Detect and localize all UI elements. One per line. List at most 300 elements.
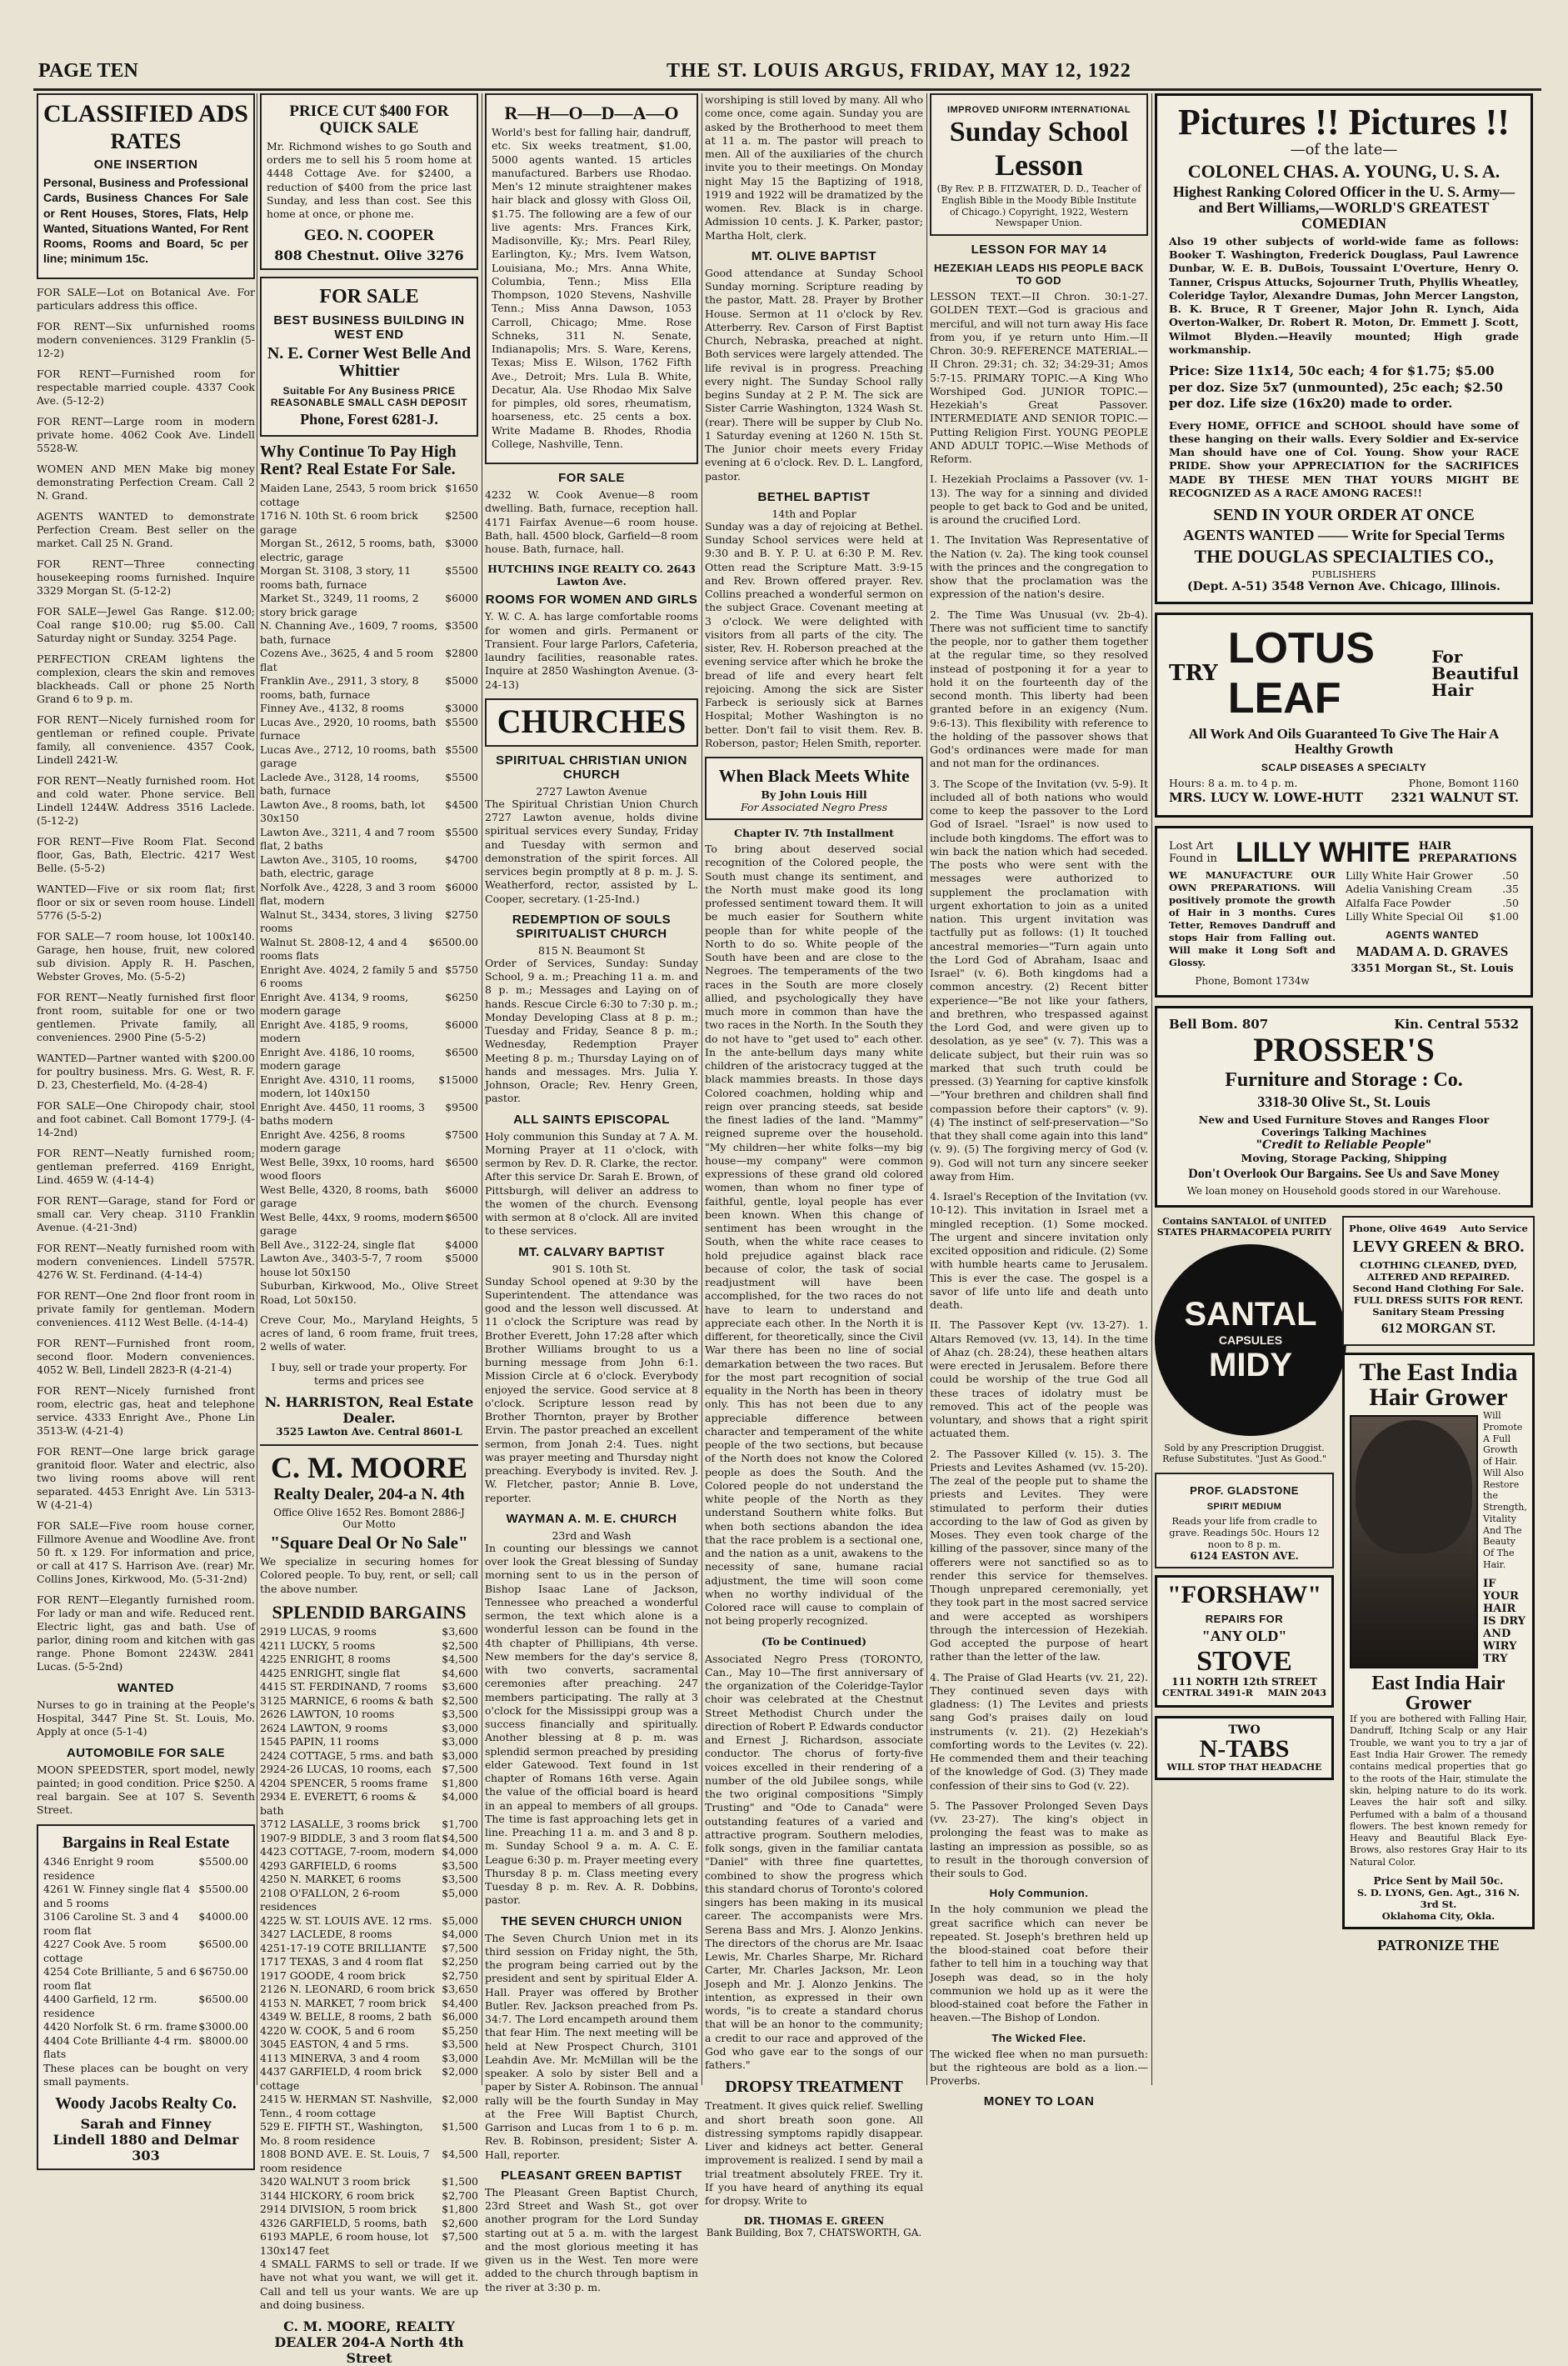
splendid-row xyxy=(260,1777,478,1791)
classified-ad: FOR SALE—7 room house, lot 100x140. Garage, hen house, fruit, new colored sub division. Apply R. H. Paschen, Webster Groves, Mo. (5-5-2) xyxy=(37,930,255,983)
east-india-body xyxy=(1350,1410,1527,1665)
splendid-row xyxy=(260,1942,478,1956)
pictures-late: —of the late— xyxy=(1290,141,1398,158)
lilly-price-row-price: $1.00 xyxy=(1489,910,1519,923)
serial-author: By John Louis Hill xyxy=(761,788,867,802)
column-rule xyxy=(926,93,927,2085)
listing-row-price: $5500 xyxy=(445,770,478,783)
splendid-row xyxy=(260,1859,478,1873)
pictures-heading: Pictures !! Pictures !! xyxy=(1178,102,1510,143)
splendid-row xyxy=(260,1625,478,1639)
splendid-row-label: 1907-9 BIDDLE, 3 and 3 room flat xyxy=(260,1831,441,1844)
divider xyxy=(260,1444,478,1446)
bargain-row-label: 4227 Cook Ave. 5 room cottage xyxy=(43,1938,167,1964)
listing-row-label: Bell Ave., 3122-24, single flat xyxy=(260,1238,415,1251)
splendid-row-price: $3,000 xyxy=(442,1721,478,1734)
listing-row-price: $4500 xyxy=(445,798,478,811)
listing-row-price: $2500 xyxy=(445,509,478,523)
classified-ad: FOR SALE—Lot on Botanical Ave. For particulars address this office. xyxy=(37,286,255,313)
bargain-row xyxy=(43,1965,248,1993)
prossers-loan: We loan money on Household goods stored in our Warehouse. xyxy=(1186,1185,1501,1198)
classified-ad: FOR RENT—Five Room Flat. Second floor, Gas, Bath, Electric. 4217 West Belle. (5-5-2) xyxy=(37,835,255,875)
splendid-row-price: $2,500 xyxy=(442,1693,478,1707)
seven-church-text: The Seven Church Union met in its third session on Friday night, the 5th, the program being carried out by the president and sent by spiritual Elder A. Hall. Prayer was offered by Brother Butler. Rev. Jackson preached from Ps. 34:7. The Lord encampeth around them that fear Him. The next meeting will be held at New Prospect Church, 3101 Leahdin Ave. Mr. McMillan will be the speaker. A solo by sister Bell and a paper by Sister A. Robinson. The annual rally will be the fourth Sunday in May at the Free Will Baptist Church, Garrison and Lucas from 1 to 6 p. m. Rev. B. Robinson, president; Sister A. Hall, reporter. xyxy=(485,1931,698,2161)
splendid-row xyxy=(260,1818,478,1832)
bargain-row xyxy=(43,2034,248,2062)
listing-row xyxy=(260,1238,478,1253)
lilly-name: LILLY WHITE xyxy=(1236,836,1411,868)
listing-row-price: $5000 xyxy=(445,1252,478,1265)
listing-row xyxy=(260,674,478,702)
lotus-hours-row xyxy=(1169,777,1519,791)
listing-row-label: Walnut St., 3434, stores, 3 living rooms xyxy=(260,908,433,935)
listing-row-label: Enright Ave. 4185, 9 rooms, modern xyxy=(260,1018,409,1045)
col3-for-sale-text: 4232 W. Cook Avenue—8 room dwelling. Bath, furnace, reception hall. 4171 Fairfax Avenue—6 room house. Bath, hall. 4500 block, Garfield—8 room house. Bath, furnace, hall. xyxy=(485,488,698,556)
listing-row xyxy=(260,564,478,592)
santal-capsules: CAPSULES xyxy=(1218,1333,1283,1348)
listing-row xyxy=(260,702,478,716)
splendid-row-price: $2,500 xyxy=(442,1638,478,1652)
splendid-row xyxy=(260,2189,478,2203)
lotus-owner: MRS. LUCY W. LOWE-HUTT xyxy=(1169,790,1363,806)
classified-ad: FOR RENT—Large room in modern private home. 4062 Cook Ave. Lindell 5528-W. xyxy=(37,415,255,455)
column-rule xyxy=(1151,93,1152,2085)
lilly-price-row xyxy=(1346,897,1519,911)
harriston-address: 3525 Lawton Ave. Central 8601-L xyxy=(276,1426,462,1438)
forshaw-ad xyxy=(1155,1575,1334,1707)
lilly-price-row xyxy=(1346,869,1519,883)
splendid-row xyxy=(260,1639,478,1653)
page-number: PAGE TEN xyxy=(38,60,138,82)
lesson-byline: (By Rev. P. B. FITZWATER, D. D., Teacher of English Bible in the Moody Bible Institute of Chicago.) Copyright, 1922, Western Newspaper Union. xyxy=(936,183,1141,229)
pictures-ad xyxy=(1155,93,1533,604)
splendid-row-label: 4349 W. BELLE, 8 rooms, 2 bath xyxy=(260,2010,432,2023)
splendid-row-price: $7,500 xyxy=(442,1763,478,1776)
bargain-row-label: 4400 Garfield, 12 rm. residence xyxy=(43,1993,157,2019)
bargain-row xyxy=(43,1993,248,2020)
listing-row-price: $3500 xyxy=(445,619,478,633)
sunday-school-header xyxy=(930,93,1148,236)
listing-row-label: Morgan St., 2612, 5 rooms, bath, electric, garage xyxy=(260,537,436,563)
east-india-name: East India Hair Grower xyxy=(1371,1673,1506,1715)
splendid-row xyxy=(260,1735,478,1749)
classified-ad: FOR RENT—Garage, stand for Ford or small car. Very cheap. 3110 Franklin Avenue. (4-21-3nd) xyxy=(37,1194,255,1234)
splendid-row-price: $3,600 xyxy=(442,1625,478,1638)
bargains-list xyxy=(43,1855,248,2062)
bargains-box xyxy=(37,1824,255,2170)
bargain-row xyxy=(43,1855,248,1883)
listing-row xyxy=(260,743,478,771)
listing-row-price: $4700 xyxy=(445,853,478,866)
listing-row-price: $9500 xyxy=(445,1100,478,1113)
splendid-row-price: $5,000 xyxy=(442,1886,478,1899)
bargain-row-price: $5500.00 xyxy=(198,1855,248,1868)
splendid-row xyxy=(260,1667,478,1681)
splendid-row xyxy=(260,2217,478,2231)
splendid-row xyxy=(260,2052,478,2066)
splendid-row xyxy=(260,1845,478,1859)
lesson-topic: HEZEKIAH LEADS HIS PEOPLE BACK TO GOD xyxy=(934,262,1144,287)
all-saints-heading: ALL SAINTS EPISCOPAL xyxy=(513,1112,670,1127)
classified-ad: FOR RENT—Three connecting housekeeping rooms furnished. Inquire 3329 Morgan St. (5-12-2) xyxy=(37,558,255,598)
splendid-row-label: 3144 HICKORY, 6 room brick xyxy=(260,2188,415,2202)
rhodao-ad xyxy=(485,93,698,464)
sunday-school-title: Sunday School xyxy=(949,117,1129,148)
pictures-subtitle: Highest Ranking Colored Officer in the U. S. Army—and Bert Williams,—WORLD'S GREATEST COMEDIAN xyxy=(1172,183,1516,232)
lotus-heading-row xyxy=(1169,623,1519,723)
listing-row-price: $5000 xyxy=(445,674,478,688)
terms-text: I buy, sell or trade your property. For terms and prices see xyxy=(271,1360,467,1387)
splendid-row-price: $3,500 xyxy=(442,2038,478,2051)
listing-row-label: Cozens Ave., 3625, 4 and 5 room flat xyxy=(260,647,434,673)
lesson-paragraph: 1. The Invitation Was Representative of the Nation (v. 2a). The king took counsel with the princes and the congregation to show that the proclamation was the expression of the nation's desire. xyxy=(930,533,1148,601)
prossers-credit: "Credit to Reliable People" xyxy=(1256,1138,1432,1153)
lesson-body xyxy=(930,473,1148,1880)
wayman-text: In counting our blessings we cannot over look the Great blessing of Sunday morning sent to us in the person of Bishop Isaac Lane of Jackson, Tennessee who preached a wonderful sermon, the text which alone is a wonderful lesson can be found in the 4th chapter of Phillipians, 4th verse. New members for the day's service 8, with two converts, sacramental ceremonies after preaching. 247 members participating. The rally at 3 o'clock for the Mississippi group was a success financially and spiritually. Another blessing at 8 p. m. was splendid sermon preached by presiding elder Gatewood. Text found in 1st chapter of Romans 16th verse. Again the value of the official board is heard in an appeal to members of all groups. The time is fast approaching lets get in line. Preaching 11 a. m. and 3 and 8 p. m. Sunday School 9 a. m. A. C. E. League 6:30 p. m. Prayer meeting every Thursday 8 p. m. Class meeting every Tuesday 8 p. m. Rev. A. R. Dobbins, pastor. xyxy=(485,1541,698,1907)
classified-ad: FOR RENT—Neatly furnished room; gentleman preferred. 4169 Enright, Lind. 4659 W. (4-14-4) xyxy=(37,1147,255,1187)
listing-row-label: West Belle, 39xx, 10 rooms, hard wood floors xyxy=(260,1155,435,1183)
rates-subheading: ONE INSERTION xyxy=(93,158,198,173)
prossers-kinloch: Kin. Central 5532 xyxy=(1394,1017,1519,1033)
holy-communion-heading: Holy Communion. xyxy=(989,1887,1089,1900)
bargain-row xyxy=(43,1883,248,1910)
prossers-address: 3318-30 Olive St., St. Louis xyxy=(1257,1093,1431,1111)
bargain-row-price: $6500.00 xyxy=(198,1993,248,2006)
prossers-ad xyxy=(1155,1006,1533,1208)
listing-row xyxy=(260,1156,478,1183)
east-india-agent: S. D. LYONS, Gen. Agt., 316 N. 3rd St. xyxy=(1356,1887,1520,1911)
listing-row-label: Morgan St. 3108, 3 story, 11 rooms bath, furnace xyxy=(260,564,412,591)
toronto-choir-text: Associated Negro Press (TORONTO, Can., May 10—The first anniversary of the organization of the Coleridge-Taylor choir was celebrated at the Chestnut Street Methodist Church under the direction of Robert P. Edwards conductor and Ernest J. Richardson, associate conductor. The chorus of forty-five voices excelled in their rendering of a number of the old Jubilee songs, while the two original compositions "Simply Trusting" and "Ode to Canada" were outstanding features of a varied and attractive program. Southern melodies, folk songs, given in the familiar cantata "Daniel" with three fine quartettes, combined to show the progress which this standard chorus of Toronto's colored singers has been making in its musical career. The accompanists were Mrs. Serena Bass and Mrs. J. Alonzo Jenkins. The directors of the chorus are Mr. Isaac Lewis, Mr. Charles Sharpe, Mr. Richard Carter, Mr. Charles Jackson, Mr. Leon Joseph and Mr. J. Alonzo Jenkins. The intention, as expressed in their own words, "is to create a standard chorus that will be an honor to the community; a credit to our race and approved of the God who gave ear to the songs of our fathers." xyxy=(705,1652,923,2072)
splendid-row-price: $4,000 xyxy=(442,1928,478,1941)
lilly-price-row-label: Lilly White Hair Grower xyxy=(1346,868,1473,882)
wayman-address: 23rd and Wash xyxy=(552,1528,632,1542)
splendid-bargains-list xyxy=(260,1625,478,2258)
automobile-ad: MOON SPEEDSTER, sport model, newly painted; in good condition. Price $250. A real bargain. See at 107 S. Seventh Street. xyxy=(37,1763,255,1817)
lesson-paragraph: 3. The Scope of the Invitation (vv. 5-9). It included all of both nations who would come to keep the passover to the Lord God of Israel. "Israel" is now used to include both kingdoms. The effort was to win back the nation which had seceded. The posts who were sent with the messages were authorized to supplement the proclamation with urgent exhortation to join as a united nation. This urgent invitation was tactfully put as follows: (1) It touched ancestral memories—"Turn again unto the Lord God of Abraham, Isaac and Israel" (v. 6). Both kingdoms had a common ancestry. (2) Recent bitter experience—"Be not like your fathers, and brethren, who trespassed against the Lord God, and were given up to desolation, as ye see" (v. 7). This was a delicate subject, but their ruin was so marked that such truth could be pressed. (3) Yearning for captive kinsfolk—"Your brethren and children shall find compassion before their captors" (v. 9). (4) The instinct of self-preservation—"So that they shall come again into this land" (v. 9). (5) The forgiving mercy of God (v. 9). God will not turn any sincere seeker away from Him. xyxy=(930,777,1148,1183)
classified-ad: FOR RENT—Neatly furnished room with modern conveniences. Lindell 5757R. 4276 W. St. Ferdinand. (4-14-4) xyxy=(37,1242,255,1282)
listing-row-label: Enright Ave. 4024, 2 family 5 and 6 rooms xyxy=(260,963,438,990)
east-india-city: Oklahoma City, Okla. xyxy=(1381,1910,1496,1923)
levy-text: CLOTHING CLEANED, DYED, ALTERED AND REPAIRED. Second Hand Clothing For Sale. FULL DRESS SUITS FOR RENT. Sanitary Steam Pressing xyxy=(1352,1259,1525,1318)
column-classified xyxy=(37,93,255,2164)
listing-row xyxy=(260,509,478,537)
lesson-paragraph: 2. The Passover Killed (v. 15). 3. The Priests and Levites Ashamed (vv. 15-20). The zeal of the people put to shame the priests and Levites. They were stimulated to perform their duties according to the law of God as given by Moses. They even took charge of the killing of the passover, since many of the offerers were not sanctified so as to render this service for themselves. Though unprepared ceremonially, yet they took part in the most sacred service and were accepted as worshipers through the intercession of Hezekiah. God accepted the purpose of heart rather than the letter of the law. xyxy=(930,1447,1148,1663)
splendid-row-price: $4,500 xyxy=(442,1653,478,1666)
splendid-row-price: $1,500 xyxy=(442,2120,478,2133)
splendid-row xyxy=(260,1997,478,2011)
splendid-row-label: 4250 N. MARKET, 6 rooms xyxy=(260,1873,402,1886)
splendid-row-price: $3,600 xyxy=(442,1680,478,1693)
classified-header-box xyxy=(37,93,255,279)
lotus-try: TRY xyxy=(1169,661,1218,686)
lesson-paragraph: 5. The Passover Prolonged Seven Days (vv. 23-27). The king's object in prolonging the feast was to make as lasting an impression as possible, so as to result in the thorough conversion of their souls to God. xyxy=(930,1798,1148,1879)
east-india-text: If you are bothered with Falling Hair, Dandruff, Itching Scalp or any Hair Trouble, we want you to try a jar of East India Hair Grower. The remedy contains medical properties that go to the roots of the Hair, stimulate the skin, helping nature to do its work. Leaves the hair soft and silky. Perfumed with a balm of a thousand flowers. The best known remedy for Heavy and Beautiful Black Eye-Brows, also restores Gray Hair to its Natural Color. xyxy=(1350,1713,1527,1868)
splendid-row-label: 2415 W. HERMAN ST. Nashville, Tenn., 4 room cottage xyxy=(260,2093,432,2119)
listing-row-price: $6500.00 xyxy=(428,935,478,948)
listing-row-price: $2800 xyxy=(445,647,478,660)
splendid-row-price: $5,000 xyxy=(442,1913,478,1927)
creve-coeur-listing: Creve Cour, Mo., Maryland Heights, 5 acres of land, 6 room frame, fruit trees, 2 wells of water. xyxy=(260,1313,478,1353)
price-cut-heading: PRICE CUT $400 FOR QUICK SALE xyxy=(289,103,449,137)
splendid-row-label: 3045 EASTON, 4 and 5 rms. xyxy=(260,2038,409,2051)
levy-phone: Phone, Olive 4649 xyxy=(1349,1223,1447,1235)
classified-ad: AGENTS WANTED to demonstrate Perfection Cream. Best seller on the market. Call 25 N. Grand. xyxy=(37,510,255,550)
bethel-text: Sunday was a day of rejoicing at Bethel. Sunday School services were held at 9:30 and B. Y. P. U. at 6:30 P. M. Rev. Otten read the Scripture Matt. 3:9-15 and Rev. Brown offered prayer. Rev. Collins preached a wonderful sermon on the subject Grace. Covenant meeting at 3 o'clock. We were delighted with visitors from all parts of the city. The sister, Rev. H. Roberson preached at the evening service after which he broke the bread of life and every heart felt rejoicing. Among the sick are Sister Farbeck is seriously sick at Barnes Hospital; Mother Washington is no better. Don't fail to visit them. Rev. B. Roberson, pastor; Helen Smith, reporter. xyxy=(705,519,923,749)
bargains-note: These places can be bought on very small payments. xyxy=(43,2061,248,2088)
splendid-row xyxy=(260,2024,478,2038)
col3-for-sale-heading: FOR SALE xyxy=(558,471,625,486)
splendid-row-price: $1,700 xyxy=(442,1818,478,1831)
listing-row xyxy=(260,1018,478,1046)
bargain-row-price: $3000.00 xyxy=(198,2020,248,2033)
classified-ads-list xyxy=(37,286,255,1673)
splendid-row-label: 2934 E. EVERETT, 6 rooms & bath xyxy=(260,1790,417,1817)
lilly-price-row-label: Alfalfa Face Powder xyxy=(1346,896,1451,909)
price-cut-text: Mr. Richmond wishes to go South and orders me to sell his 5 room home at 4448 Cottage Ave. for $2400, a reduction of $400 from the price last Sunday, and less than cost. See this home at once, or phone me. xyxy=(267,139,472,221)
splendid-bargains-heading: SPLENDID BARGAINS xyxy=(272,1601,467,1623)
column-advertisements xyxy=(1155,93,1533,2085)
mt-olive-text: Good attendance at Sunday School Sunday morning. Scripture reading by the pastor, Matt. 28. Prayer by Brother House. Sermon at 11 o'clock by Rev. Atterberry. Rev. Carson of First Baptist Church, Nebraska, preached at night. Both services were largely attended. The life revival is in progress. Preaching every night. The Sunday School rally begins Sunday at 2 P. M. The sick are Sister Carrie Washington, 1324 Wash St. (rear). There will be supper by Club No. 1 Saturday evening at 1260 N. 15th St. The Junior choir meets every Friday evening at 6 o'clock. Rev. D. L. Langford, pastor. xyxy=(705,266,923,483)
splendid-row xyxy=(260,2120,478,2148)
bargain-row-price: $8000.00 xyxy=(198,2033,248,2047)
splendid-row-label: 1545 PAPIN, 11 rooms xyxy=(260,1735,379,1748)
lilly-heading-row xyxy=(1169,837,1519,869)
listing-row xyxy=(260,881,478,908)
listing-row xyxy=(260,1073,478,1101)
bargains-heading: Bargains in Real Estate xyxy=(62,1833,230,1853)
classified-ad: WOMEN AND MEN Make big money demonstrating Perfection Cream. Call 2 N. Grand. xyxy=(37,463,255,503)
lesson-date: LESSON FOR MAY 14 xyxy=(971,243,1107,257)
splendid-row-price: $4,400 xyxy=(442,1996,478,2009)
splendid-row-label: 4437 GARFIELD, 4 room brick cottage xyxy=(260,2065,422,2092)
classified-ad: WANTED—Partner wanted with $200.00 for poultry business. Mrs. G. West, R. F. D. 23, Chesterfield, Mo. (4-28-4) xyxy=(37,1052,255,1092)
redemption-text: Order of Services, Sunday: Sunday School, 9 a. m.; Preaching 11 a. m. and 8 p. m.; Messages and Laying on of hands. Rescue Circle 6:30 to 7:30 p. m.; Monday Developing Class at 8 p. m.; Tuesday and Friday, Seance 8 p. m.; Wednesday, Redemption Prayer Meeting 8 p. m.; Thursday Laying on of hands and messages. Mrs. Julia Y. Johnson, Oracle; Rev. Henry Green, pastor. xyxy=(485,956,698,1105)
listing-row-price: $5500 xyxy=(445,743,478,756)
listing-row xyxy=(260,1128,478,1156)
holy-communion-text: In the holy communion we plead the great sacrifice which can never be repeated. St. Joseph's brethren held up the blood-stained coat before their father to tell him in a touching way that Joseph was dead, so in the holy communion we hold up as it were the blood-stained coat before the Father in heaven.—The Bishop of London. xyxy=(930,1903,1148,2024)
rhodao-heading: R—H—O—D—A—O xyxy=(504,103,679,123)
bargain-row-price: $6500.00 xyxy=(198,1938,248,1951)
pictures-subjects: Also 19 other subjects of world-wide fame as follows: Booker T. Washington, Frederick Douglass, Paul Lawrence Dunbar, W. E. B. DuBois, Toussaint L'Overture, Henry O. Tanner, Crispus Attucks, Sojourner Truth, Phyllis Wheatley, Coleridge Taylor, Alexandre Dumas, John Mercer Langston, B. K. Bruce, R T Greener, Major John R. Lynch, Aida Overton-Walker, Dr. Robert R. Moton, Dr. Emmett J. Scott, Wilmot Blyden.—Heavily mounted; High grade workmanship. xyxy=(1169,234,1519,356)
splendid-row-price: $2,600 xyxy=(442,2216,478,2229)
splendid-row-price: $5,250 xyxy=(442,2023,478,2037)
lilly-price-row xyxy=(1346,910,1519,924)
levy-green-ad xyxy=(1342,1216,1535,1346)
bargain-row-label: 4261 W. Finney single flat 4 and 5 rooms xyxy=(43,1883,191,1909)
forshaw-central: CENTRAL 3491-R xyxy=(1162,1688,1253,1699)
lotus-for: For Beautiful Hair xyxy=(1431,647,1520,700)
classified-ad: FOR RENT—Neatly furnished first floor front room, suitable for one or two gentlemen. Private family, all conveniences. 2900 Pine (5-5-2) xyxy=(37,991,255,1044)
serial-chapter: Chapter IV. 7th Installment xyxy=(734,827,894,840)
splendid-row xyxy=(260,2148,478,2175)
ntabs-name: N-TABS xyxy=(1199,1734,1290,1763)
listing-row-label: 1716 N. 10th St. 6 room brick garage xyxy=(260,509,418,536)
splendid-row xyxy=(260,2038,478,2052)
listing-row-price: $6500 xyxy=(445,1210,478,1223)
splendid-row-price: $4,500 xyxy=(442,2148,478,2161)
classified-ad: FOR SALE—Five room house corner, Fillmore Avenue and Woodline Ave. front 50 ft. x 129. For information and price, or call at 417 S. Harrison Ave. (rear) Mr. Collins Jones, Kirkwood, Mo. (5-31-2nd) xyxy=(37,1519,255,1586)
splendid-row-price: $6,000 xyxy=(442,2010,478,2023)
wayman-heading: WAYMAN A. M. E. CHURCH xyxy=(506,1511,677,1526)
listing-row-price: $6250 xyxy=(445,990,478,1003)
splendid-row xyxy=(260,1749,478,1763)
bargain-row-label: 4346 Enright 9 room residence xyxy=(43,1855,154,1882)
listing-row-price: $3000 xyxy=(445,537,478,550)
realty-phone: Lindell 1880 and Delmar 303 xyxy=(52,2132,239,2164)
rooms-heading: ROOMS FOR WOMEN AND GIRLS xyxy=(485,593,698,608)
splendid-row-price: $3,500 xyxy=(442,1873,478,1886)
splendid-row xyxy=(260,2230,478,2258)
listing-row-price: $15000 xyxy=(438,1073,478,1086)
douglas-address: (Dept. A-51) 3548 Vernon Ave. Chicago, Illinois. xyxy=(1187,580,1501,593)
spiritual-text: The Spiritual Christian Union Church 2727 Lawton avenue, holds divine spiritual services every Sunday, Friday and Tuesday with sermon and demonstration of the spirit forces. All services begin promptly at 8 p. m. J. S. Weatherford, rector, assisted by L. Cooper, secretary. (1-25-Ind.) xyxy=(485,797,698,905)
listing-row-price: $5500 xyxy=(445,825,478,838)
listing-row xyxy=(260,936,478,963)
listing-row-price: $3000 xyxy=(445,702,478,715)
classified-ad: FOR RENT—Furnished room for respectable married couple. 4337 Cook Ave. (5-12-2) xyxy=(37,368,255,408)
pictures-prices: Price: Size 11x14, 50c each; 4 for $1.75; $5.00 per doz. Size 5x7 (unmounted), 25c each; $2.50 per doz. Life size (16x20) made to order. xyxy=(1169,363,1503,412)
bargain-row-price: $5500.00 xyxy=(198,1883,248,1896)
price-cut-contact: GEO. N. COOPER xyxy=(303,227,435,245)
why-pay-rent-heading: Why Continue To Pay High Rent? Real Estate For Sale. xyxy=(260,443,457,479)
newspaper-title: THE ST. LOUIS ARGUS, FRIDAY, MAY 12, 1922 xyxy=(667,60,1131,82)
classified-ad: FOR SALE—Jewel Gas Range. $12.00; Coal range $10.00; rug $5.00. Call Saturday night or Sunday. 3254 Page. xyxy=(37,605,255,645)
churches-banner xyxy=(485,698,698,747)
listing-row-label: Enright Ave. 4256, 8 rooms modern garage xyxy=(260,1128,406,1155)
lotus-name: LOTUS LEAF xyxy=(1227,624,1375,723)
serial-title: When Black Meets White xyxy=(718,766,910,786)
classified-ad: FOR RENT—One large brick garage granitoid floor. Water and electric, also two living rooms above will rent separated. 4453 Enright Ave. Lin 5313-W (4-21-4) xyxy=(37,1445,255,1512)
classified-ad: FOR RENT—Six unfurnished rooms modern conveniences. 3129 Franklin (5-12-2) xyxy=(37,320,255,360)
listing-row xyxy=(260,853,478,881)
listing-row-label: Enright Ave. 4186, 10 rooms, modern garage xyxy=(260,1045,416,1073)
bargain-row xyxy=(43,1910,248,1938)
forshaw-address: 111 NORTH 12th STREET xyxy=(1171,1676,1317,1688)
splendid-row-label: 1717 TEXAS, 3 and 4 room flat xyxy=(260,1955,423,1968)
lilly-price-row-price: .50 xyxy=(1502,868,1519,882)
lower-left-ads xyxy=(1155,1216,1334,1957)
forshaw-stove: STOVE xyxy=(1196,1646,1292,1678)
splendid-row-label: 6193 MAPLE, 6 room house, lot 130x147 feet xyxy=(260,2230,429,2257)
listing-row-price: $5750 xyxy=(445,963,478,976)
splendid-row-label: 3427 LACLEDE, 8 rooms xyxy=(260,1928,392,1941)
lotus-owner-row xyxy=(1169,790,1519,807)
listing-row-price: $5500 xyxy=(445,564,478,578)
dropsy-doctor: DR. THOMAS E. GREEN xyxy=(743,2214,885,2228)
levy-name: LEVY GREEN & BRO. xyxy=(1352,1238,1525,1257)
lesson-paragraph: 4. Israel's Reception of the Invitation (vv. 10-12). This invitation in Israel met a mingled reception. (1) Some mocked. The urgent and sincere invitation only excited opposition and ridicule. (2) Some with humble hearts came to Jerusalem. This is ever the case. The gospel is a savor of life unto life and death unto death. xyxy=(930,1190,1148,1311)
wicked-flee-text: The wicked flee when no man pursueth: but the righteous are bold as a lion.—Proverbs. xyxy=(930,2047,1148,2087)
lilly-price-row-label: Lilly White Special Oil xyxy=(1346,910,1464,923)
lesson-paragraph: I. Hezekiah Proclaims a Passover (vv. 1-13). The way for a sinning and divided people to get back to God and be united, is around the crucified Lord. xyxy=(930,473,1148,526)
listing-row xyxy=(260,908,478,936)
bargain-row-price: $6750.00 xyxy=(198,1965,248,1978)
automobile-heading: AUTOMOBILE FOR SALE xyxy=(66,1746,226,1761)
serial-heading-box xyxy=(705,757,923,820)
lilly-body xyxy=(1169,869,1519,988)
for-sale-heading: FOR SALE xyxy=(319,286,419,308)
gladstone-ad xyxy=(1155,1473,1334,1568)
santal-contains: Contains SANTALOL of UNITED STATES PHARMACOPEIA PURITY xyxy=(1156,1216,1332,1238)
rhodao-text: World's best for falling hair, dandruff, etc. Six weeks treatment, $1.00, 5000 agents wanted. 15 articles manufactured. Barbers use Rhodao. Men's 12 minute straightener makes hair black and glossy with Gloss Oil, $1.75. The following are a few of our live agents: Mrs. Frances Kirk, Madisonville, Ky.; Mrs. Pearl Riley, Earlington, Ky.; Mrs. Ivem Watson, Louisiana, Mo.; Mrs. Anna White, Columbia, Tenn.; Miss Ella Thompson, 1020 Stevens, Nashville Tenn.; Miss Anna Dawson, 1053 Carroll, Chicago; Mme. Rose Schneks, 311 N. Senate, Indianapolis; Mrs. S. Ware, Kerens, Texas; Miss E. Wilson, 1762 Fifth Ave., Detroit; Mrs. Lula B. White, Decatur, Ala. Use Rhodao Mix Salve for pimples, old sores, rheumatism, hoarseness, etc. 25 cents a box. Write Madame B. Rhodes, Rhodia College, Nashville, Tenn. xyxy=(492,126,692,450)
splendid-row xyxy=(260,1722,478,1736)
listing-row xyxy=(260,537,478,564)
classified-ad: FOR RENT—Elegantly furnished room. For lady or man and wife. Reduced rent. Electric light, gas and bath. Use of parlor, dining room and kitchen with gas range. Phone Bomont 2243W. 2841 Lucas. (5-5-2nd) xyxy=(37,1593,255,1673)
lilly-price-list xyxy=(1346,869,1519,924)
east-india-title: The East India Hair Grower xyxy=(1359,1358,1518,1412)
listing-row-price: $6000 xyxy=(445,880,478,893)
listing-row xyxy=(260,1183,478,1211)
calvary-text: Sunday School opened at 9:30 by the Superintendent. The attendance was good and the lesson well discussed. At 11 o'clock the Scripture was read by Brother Everett, John 17:28 after which Brother Williams brought to us a burning message from John 6:1. Mission Circle at 6 o'clock. Everybody enjoyed the service. Good service at 8 o'clock. Scripture lesson read by Brother Thornton, prayer by Brother Ervin. The pastor preached an excellent sermon, from Jonah 2:4. Tues. night was prayer meeting and Thursday night preaching. Everybody is invited. Rev. J. W. Fletcher, pastor; Annie B. Love, reporter. xyxy=(485,1274,698,1504)
splendid-row-label: 4415 ST. FERDINAND, 7 rooms xyxy=(260,1680,427,1693)
serial-press: For Associated Negro Press xyxy=(740,801,888,814)
forshaw-any-old: "ANY OLD" xyxy=(1201,1628,1287,1645)
splendid-row xyxy=(260,2203,478,2217)
splendid-row-price: $4,500 xyxy=(442,1831,478,1844)
prossers-bell: Bell Bom. 807 xyxy=(1169,1017,1269,1033)
patronize-the: PATRONIZE THE xyxy=(1377,1937,1500,1954)
listing-row-price: $6000 xyxy=(445,1018,478,1031)
splendid-row-price: $3,650 xyxy=(442,1983,478,1996)
forshaw-repairs: REPAIRS FOR xyxy=(1205,1613,1284,1626)
splendid-row-label: 4225 W. ST. LOUIS AVE. 12 rms. xyxy=(260,1913,432,1927)
classified-ad: FOR SALE—One Chiropody chair, stool and foot cabinet. Call Bomont 1779-J. (4-14-2nd) xyxy=(37,1099,255,1139)
for-sale-text: Suitable For Any Business PRICE REASONABLE SMALL CASH DEPOSIT xyxy=(270,384,468,408)
lotus-hours: Hours: 8 a. m. to 4 p. m. xyxy=(1169,776,1298,789)
lilly-price-row xyxy=(1346,883,1519,897)
splendid-row-label: 4113 MINERVA, 3 and 4 room xyxy=(260,2051,420,2064)
lilly-right xyxy=(1346,869,1519,988)
classified-ad: FOR RENT—Nicely furnished front room, electric gas, heat and telephone service. 4333 Enright Ave., Phone Lin 3513-W. (4-21-4) xyxy=(37,1384,255,1438)
splendid-row xyxy=(260,1694,478,1708)
splendid-row-label: 4211 LUCKY, 5 rooms xyxy=(260,1638,376,1652)
splendid-row xyxy=(260,1983,478,1997)
east-india-ad xyxy=(1342,1353,1535,1929)
splendid-row-price: $2,000 xyxy=(442,2065,478,2078)
listing-row-price: $7500 xyxy=(445,1128,478,1141)
lilly-address: 3351 Morgan St., St. Louis xyxy=(1351,962,1514,975)
classified-ad: FOR RENT—Nicely furnished room for gentleman or refined couple. Private family, all convenience. 4357 Cook, Lindell 2421-W. xyxy=(37,713,255,767)
hutchins-realty: HUTCHINS INGE REALTY CO. 2643 Lawton Ave. xyxy=(487,563,696,588)
lilly-price-row-label: Adelia Vanishing Cream xyxy=(1346,883,1472,896)
splendid-row-price: $4,600 xyxy=(442,1666,478,1679)
listing-row xyxy=(260,963,478,991)
classified-ad: PERFECTION CREAM lightens the complexion, clears the skin and removes blackheads. Call or phone 25 North Grand 6 to 9 p. m. xyxy=(37,653,255,706)
bargain-row-label: 4254 Cote Brilliante, 5 and 6 room flat xyxy=(43,1965,197,1992)
santal-sold: Sold by any Prescription Druggist. Refuse Substitutes. "Just As Good." xyxy=(1162,1443,1326,1465)
wicked-flee-heading: The Wicked Flee. xyxy=(991,2031,1086,2044)
listing-row-label: Lawton Ave., 3403-5-7, 7 room house lot 50x150 xyxy=(260,1252,422,1278)
splendid-row xyxy=(260,1653,478,1667)
dropsy-heading: DROPSY TREATMENT xyxy=(725,2078,903,2097)
listing-row-label: Market St., 3249, 11 rooms, 2 story brick garage xyxy=(260,592,419,618)
listing-row-label: West Belle, 4320, 8 rooms, bath garage xyxy=(260,1183,429,1210)
splendid-row-label: 3125 MARNICE, 6 rooms & bath xyxy=(260,1693,434,1707)
splendid-row xyxy=(260,1928,478,1942)
lilly-lost: Lost Art Found in xyxy=(1169,840,1217,866)
listing-row-price: $6500 xyxy=(445,1155,478,1168)
splendid-row-price: $1,800 xyxy=(442,2203,478,2216)
prossers-overlook: Don't Overlook Our Bargains. See Us and Save Money xyxy=(1188,1167,1500,1182)
wanted-ad: Nurses to go in training at the People's Hospital, 3447 Pine St. St. Louis, Mo. Apply at once (5-1-4) xyxy=(37,1698,255,1738)
listing-row xyxy=(260,1211,478,1238)
splendid-row xyxy=(260,1832,478,1846)
santal-midy-logo xyxy=(1155,1244,1346,1436)
bargain-row xyxy=(43,1938,248,1965)
listing-row-price: $6000 xyxy=(445,592,478,605)
forshaw-name: "FORSHAW" xyxy=(1167,1581,1321,1609)
